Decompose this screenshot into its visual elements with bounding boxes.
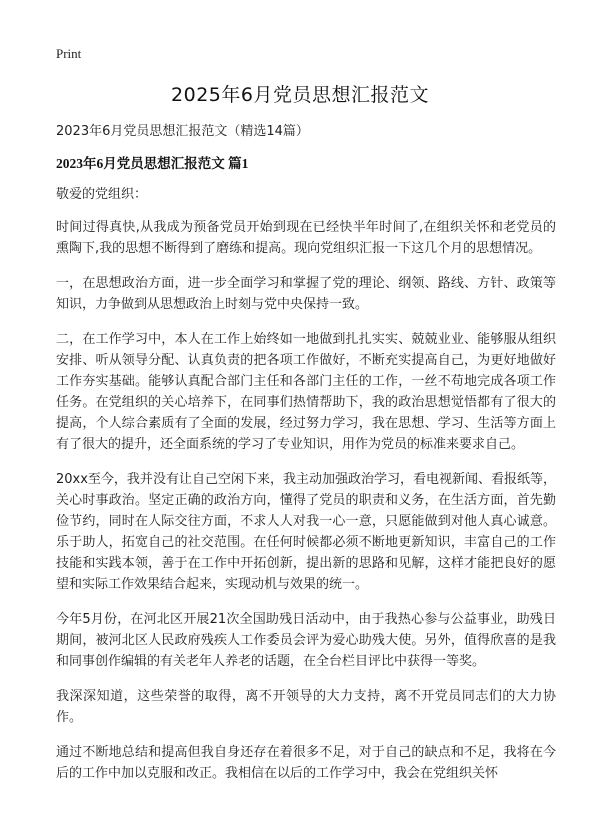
paragraph-4: 20xx至今，我并没有让自己空闲下来，我主动加强政治学习，看电视新闻、看报纸等，关心时事政治。坚定正确的政治方向，懂得了党员的职责和义务，在生活方面，首先勤俭节约，同时在人际交往方面，不求人人对我一心一意，只愿能做到对他人真心诚意。乐于助人，拓宽自己的社交范围。在任何时候都必须不断地更新知识，丰富自己的工作技能和实践本领，善于在工作中开拓创新，提出新的思路和见解，这样才能把良好的愿望和实际工作效果结合起来，实现动机与效果的统一。 [56,472,556,592]
paragraph-2: 一，在思想政治方面，进一步全面学习和掌握了党的理论、纲领、路线、方针、政策等知识，力争做到从思想政治上时刻与党中央保持一致。 [56,276,556,312]
document-title: 2025年6月党员思想汇报范文 [171,84,429,106]
paragraph-5: 今年5月份，在河北区开展21次全国助残日活动中，由于我热心参与公益事业，助残日期间，被河北区人民政府残疾人工作委员会评为爱心助残大使。另外，值得欣喜的是我和同事创作编辑的有关老年人养老的话题，在全台栏目评比中获得一等奖。 [56,612,556,669]
document-subtitle: 2023年6月党员思想汇报范文（精选14篇） [56,124,309,139]
section-heading: 2023年6月党员思想汇报范文 篇1 [56,156,249,171]
print-link[interactable]: Print [56,46,82,61]
paragraph-7: 通过不断地总结和提高但我自身还存在着很多不足，对于自己的缺点和不足，我将在今后的工作中加以克服和改正。我相信在以后的工作学习中，我会在党组织关怀 [56,745,556,781]
paragraph-6: 我深深知道，这些荣誉的取得，离不开领导的大力支持，离不开党员同志们的大力协作。 [56,689,556,725]
paragraph-3: 二，在工作学习中，本人在工作上始终如一地做到扎扎实实、兢兢业业、能够服从组织安排、听从领导分配、认真负责的把各项工作做好，不断充实提高自己，为更好地做好工作夯实基础。能够认真配合部门主任和各部门主任的工作，一丝不苟地完成各项工作任务。在党组织的关心培养下，在同事们热情帮助下，我的政治思想觉悟都有了很大的提高，个人综合素质有了全面的发展，经过努力学习，我在思想、学习、生活等方面上有了很大的提升，还全面系统的学习了专业知识，用作为党员的标准来要求自己。 [56,332,556,452]
document-body [56,122,556,798]
paragraph-1: 时间过得真快,从我成为预备党员开始到现在已经快半年时间了,在组织关怀和老党员的熏陶下,我的思想不断得到了磨练和提高。现向党组织汇报一下这几个月的思想情况。 [56,220,556,256]
salutation: 敬爱的党组织： [56,187,148,202]
